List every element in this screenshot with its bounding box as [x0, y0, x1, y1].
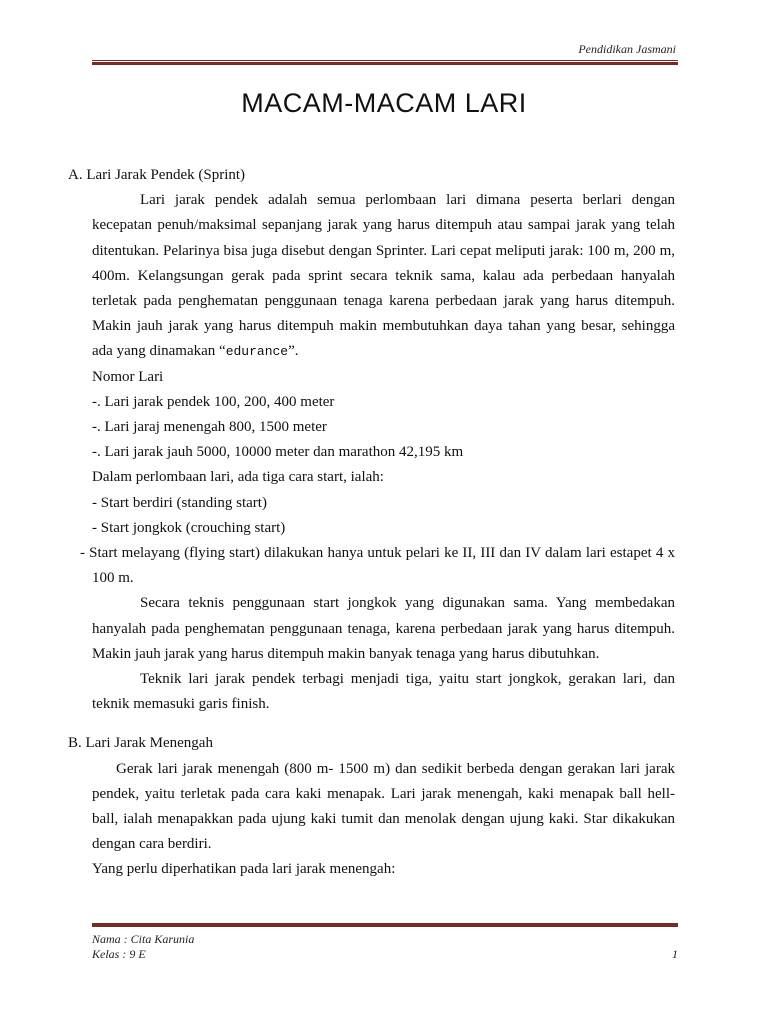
section-a-heading: A. Lari Jarak Pendek (Sprint) — [68, 167, 246, 183]
section-b-paragraph-1: Gerak lari jarak menengah (800 m- 1500 m) dan sedikit berbeda dengan gerakan lari jarak pendek, yaitu terletak pada cara kaki menapak. Lari jarak menengah, kaki menapak ball hell-ball, ialah menapakkan pada ujung kaki tumit dan menolak dengan ujung kaki. Star dikakukan dengan cara berdiri. — [92, 760, 675, 853]
page-number: 1 — [672, 947, 678, 961]
page-title: MACAM-MACAM LARI — [241, 88, 527, 118]
section-b-paragraph-2: Yang perlu diperhatikan pada lari jarak menengah: — [92, 861, 396, 878]
start-item-flying: - Start melayang (flying start) dilakukan hanya untuk pelari ke II, III dan IV dalam lari estapet 4 x 100 m. — [80, 545, 675, 587]
footer-rule — [92, 922, 678, 927]
start-item: - Start jongkok (crouching start) — [92, 519, 286, 536]
section-a-paragraph-3: Teknik lari jarak pendek terbagi menjadi tiga, yaitu start jongkok, gerakan lari, dan teknik memasuki garis finish. — [92, 671, 675, 713]
section-a-paragraph-2: Secara teknis penggunaan start jongkok yang digunakan sama. Yang membedakan hanyalah pada penghematan penggunaan tenaga, karena perbedaan jarak yang harus ditempuh. Makin jauh jarak yang harus ditempuh makin banyak tenaga yang harus dibutuhkan. — [92, 595, 675, 662]
header-rule — [92, 60, 678, 65]
section-a-paragraph-1: Lari jarak pendek adalah semua perlombaan lari dimana peserta berlari dengan kecepatan penuh/maksimal sepanjang jarak yang harus ditempuh atau sampai jarak yang telah ditentukan. Pelarinya bisa juga disebut dengan Sprinter. Lari cepat meliputi jarak: 100 m, 200 m, 400m. Kelangsungan gerak pada sprint secara teknik sama, kalau ada perbedaan hanyalah terletak pada penghematan penggunaan tenaga karena perbedaan jarak yang harus ditempuh. Makin jauh jarak yang harus ditempuh makin membutuhkan daya tahan yang besar, sehingga ada yang dinamakan “edurance”. — [92, 192, 675, 360]
start-intro: Dalam perlombaan lari, ada tiga cara start, ialah: — [92, 469, 384, 486]
nomor-lari-label: Nomor Lari — [92, 368, 164, 385]
edurance-term: edurance — [225, 344, 289, 360]
section-b-heading: B. Lari Jarak Menengah — [68, 735, 213, 752]
nomor-item: -. Lari jarak pendek 100, 200, 400 meter — [92, 393, 335, 410]
header-subject: Pendidikan Jasmani — [578, 42, 676, 56]
start-item: - Start berdiri (standing start) — [92, 494, 267, 511]
footer-class: Kelas : 9 E — [92, 947, 146, 961]
nomor-item: -. Lari jaraj menengah 800, 1500 meter — [92, 419, 327, 436]
nomor-item: -. Lari jarak jauh 5000, 10000 meter dan marathon 42,195 km — [92, 444, 464, 461]
footer — [92, 932, 678, 962]
footer-name: Nama : Cita Karunia — [92, 932, 195, 946]
document-body — [68, 163, 675, 883]
